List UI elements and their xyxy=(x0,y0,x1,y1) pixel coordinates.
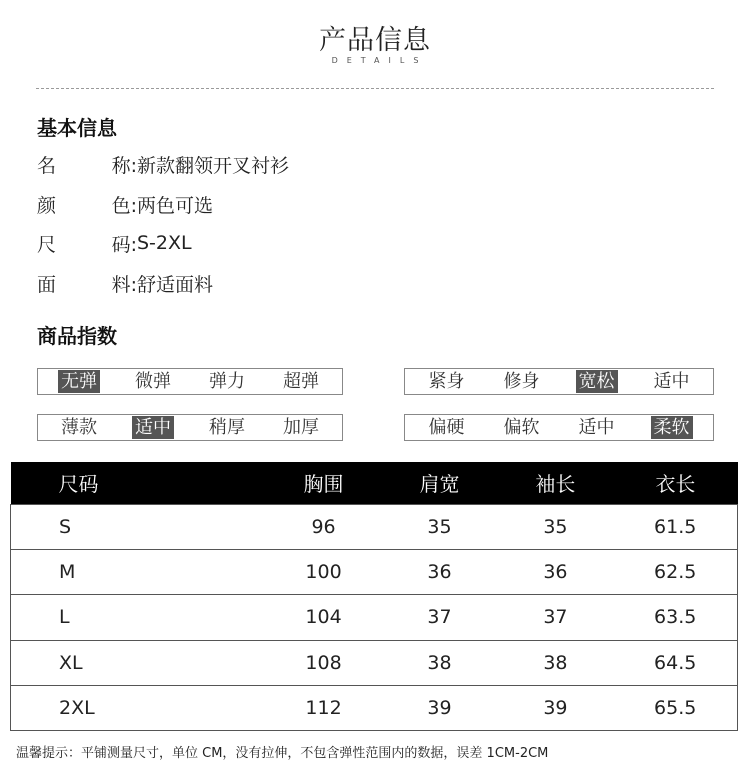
table-cell: L xyxy=(11,595,266,640)
size-table xyxy=(10,462,738,731)
column-header: 衣长 xyxy=(613,462,737,504)
table-row xyxy=(11,504,738,549)
scale-option: 适中 xyxy=(132,416,174,439)
table-row xyxy=(11,686,738,731)
table-cell: 35 xyxy=(497,504,613,549)
scale-option: 无弹 xyxy=(58,370,100,393)
info-value: 两色可选 xyxy=(137,194,214,217)
table-cell: 63.5 xyxy=(613,595,737,640)
scale-option: 微弹 xyxy=(135,371,171,392)
table-cell: 65.5 xyxy=(613,686,737,731)
info-label-char: 名 xyxy=(37,154,57,177)
section-divider xyxy=(36,88,714,89)
table-cell: XL xyxy=(11,640,266,685)
info-row-color xyxy=(37,190,213,218)
scale-option: 紧身 xyxy=(428,371,465,392)
table-cell: M xyxy=(11,549,266,594)
table-cell: 36 xyxy=(382,549,498,594)
scale-option: 适中 xyxy=(578,417,615,438)
table-cell: 37 xyxy=(497,595,613,640)
table-cell: 35 xyxy=(382,504,498,549)
scale-option: 适中 xyxy=(653,371,690,392)
table-row xyxy=(11,549,738,594)
column-header: 袖长 xyxy=(497,462,613,504)
info-label-char: 称: xyxy=(111,154,137,177)
table-header-row xyxy=(11,462,738,504)
scale-option: 稍厚 xyxy=(209,417,245,438)
table-row xyxy=(11,640,738,685)
scale-option: 加厚 xyxy=(283,417,319,438)
elasticity-scale xyxy=(37,368,343,395)
table-cell: 64.5 xyxy=(613,640,737,685)
info-label-char: 色: xyxy=(111,194,137,217)
table-cell: 2XL xyxy=(11,686,266,731)
info-value: 舒适面料 xyxy=(137,273,214,296)
table-cell: 112 xyxy=(266,686,382,731)
table-cell: 38 xyxy=(497,640,613,685)
softness-scale xyxy=(404,414,714,441)
scale-option: 柔软 xyxy=(651,416,693,439)
measurement-tip: 温馨提示：平铺测量尺寸，单位 CM，没有拉伸，不包含弹性范围内的数据，误差 1CM-2CM xyxy=(16,746,549,761)
info-value: 新款翻领开叉衬衫 xyxy=(137,154,290,177)
product-index-heading: 商品指数 xyxy=(37,324,117,348)
info-label xyxy=(37,270,137,297)
table-cell: 62.5 xyxy=(613,549,737,594)
table-cell: 100 xyxy=(266,549,382,594)
info-label-char: 尺 xyxy=(37,233,57,256)
info-label-char: 面 xyxy=(37,273,57,296)
scale-option: 偏硬 xyxy=(428,417,465,438)
scale-option: 薄款 xyxy=(61,417,97,438)
scale-option: 修身 xyxy=(503,371,540,392)
info-label-char: 料: xyxy=(111,273,137,296)
table-cell: 104 xyxy=(266,595,382,640)
scale-option: 弹力 xyxy=(209,371,245,392)
info-row-fabric xyxy=(37,269,213,297)
info-value: S-2XL xyxy=(137,232,192,254)
page-subtitle: DETAILS xyxy=(331,56,428,65)
info-label-char: 码: xyxy=(111,233,137,256)
info-label-char: 颜 xyxy=(37,194,57,217)
table-cell: 96 xyxy=(266,504,382,549)
scale-option: 宽松 xyxy=(576,370,618,393)
info-label xyxy=(37,151,137,178)
table-cell: 39 xyxy=(497,686,613,731)
page-title: 产品信息 xyxy=(319,25,431,56)
table-cell: 37 xyxy=(382,595,498,640)
column-header: 尺码 xyxy=(11,462,266,504)
thickness-scale xyxy=(37,414,343,441)
table-cell: 38 xyxy=(382,640,498,685)
info-row-size xyxy=(37,229,192,257)
table-cell: 108 xyxy=(266,640,382,685)
info-label xyxy=(37,230,137,257)
table-cell: 61.5 xyxy=(613,504,737,549)
scale-option: 超弹 xyxy=(283,371,319,392)
table-cell: 39 xyxy=(382,686,498,731)
column-header: 肩宽 xyxy=(382,462,498,504)
info-row-name xyxy=(37,150,289,178)
fit-scale xyxy=(404,368,714,395)
table-cell: S xyxy=(11,504,266,549)
basic-info-heading: 基本信息 xyxy=(37,116,117,140)
scale-option: 偏软 xyxy=(503,417,540,438)
info-label xyxy=(37,191,137,218)
column-header: 胸围 xyxy=(266,462,382,504)
table-cell: 36 xyxy=(497,549,613,594)
table-row xyxy=(11,595,738,640)
